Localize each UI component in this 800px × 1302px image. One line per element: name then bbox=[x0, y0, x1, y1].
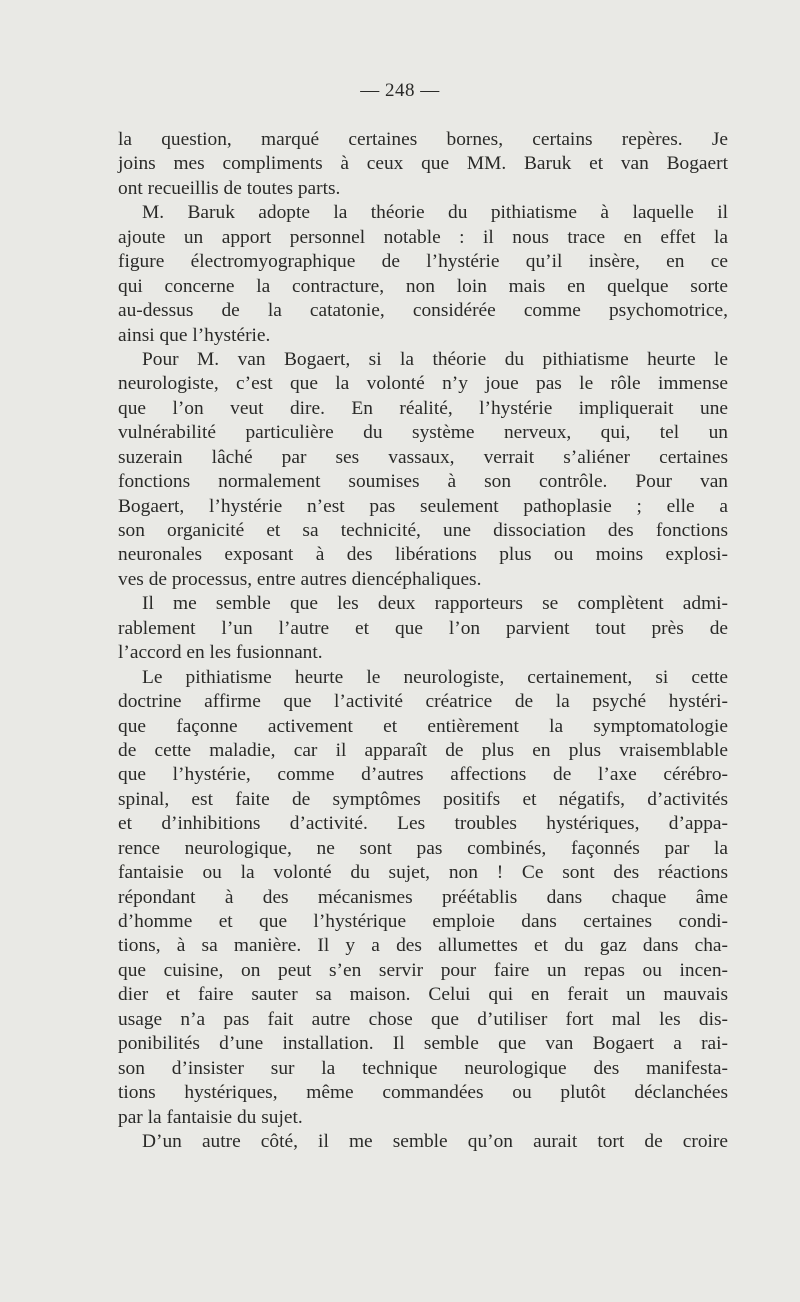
text-line: fantaisie ou la volonté du sujet, non ! Ce sont des réactions bbox=[118, 862, 728, 884]
text-line: ont recueillis de toutes parts. bbox=[118, 177, 341, 199]
text-line: joins mes compliments à ceux que MM. Baruk et van Bogaert bbox=[118, 153, 728, 175]
text-line: spinal, est faite de symptômes positifs et négatifs, d’activités bbox=[118, 788, 728, 810]
text-line: que façonne activement et entièrement la symptomatologie bbox=[118, 715, 728, 737]
page-number: — 248 — bbox=[360, 80, 440, 101]
text-line: suzerain lâché par ses vassaux, verrait s’aliéner certaines bbox=[118, 446, 728, 468]
text-line: et d’inhibitions d’activité. Les troubles hystériques, d’appa- bbox=[118, 813, 728, 835]
text-line: vulnérabilité particulière du système nerveux, qui, tel un bbox=[118, 422, 728, 444]
text-line: Pour M. van Bogaert, si la théorie du pithiatisme heurte le bbox=[142, 348, 728, 370]
text-line: fonctions normalement soumises à son contrôle. Pour van bbox=[118, 471, 728, 493]
text-line: répondant à des mécanismes préétablis dans chaque âme bbox=[118, 886, 728, 908]
text-line: Il me semble que les deux rapporteurs se complètent admi- bbox=[142, 593, 728, 615]
text-line: de cette maladie, car il apparaît de plus en plus vraisemblable bbox=[118, 739, 728, 761]
text-line: doctrine affirme que l’activité créatrice de la psyché hystéri- bbox=[118, 691, 728, 713]
text-line: Bogaert, l’hystérie n’est pas seulement pathoplasie ; elle a bbox=[118, 495, 728, 517]
text-line: tions hystériques, même commandées ou plutôt déclanchées bbox=[118, 1082, 728, 1104]
text-line: neuronales exposant à des libérations plus ou moins explosi- bbox=[118, 544, 728, 566]
text-line: qui concerne la contracture, non loin mais en quelque sorte bbox=[118, 275, 728, 297]
text-line: l’accord en les fusionnant. bbox=[118, 642, 323, 664]
text-line: ainsi que l’hystérie. bbox=[118, 324, 271, 346]
text-line: M. Baruk adopte la théorie du pithiatisme à laquelle il bbox=[142, 202, 728, 224]
text-line: que l’hystérie, comme d’autres affections de l’axe cérébro- bbox=[118, 764, 728, 786]
text-line: la question, marqué certaines bornes, certains repères. Je bbox=[118, 129, 728, 150]
text-line: tions, à sa manière. Il y a des allumettes et du gaz dans cha- bbox=[118, 935, 728, 957]
text-line: son d’insister sur la technique neurologique des manifesta- bbox=[118, 1057, 728, 1079]
text-line: au-dessus de la catatonie, considérée comme psychomotrice, bbox=[118, 300, 728, 322]
body-text bbox=[118, 128, 728, 1154]
text-line: rence neurologique, ne sont pas combinés, façonnés par la bbox=[118, 837, 728, 859]
text-line: usage n’a pas fait autre chose que d’utiliser fort mal les dis- bbox=[118, 1008, 728, 1030]
text-line: figure électromyographique de l’hystérie qu’il insère, en ce bbox=[118, 251, 728, 273]
text-line: d’homme et que l’hystérique emploie dans certaines condi- bbox=[118, 911, 728, 932]
text-line: ajoute un apport personnel notable : il nous trace en effet la bbox=[118, 226, 728, 248]
text-line: neurologiste, c’est que la volonté n’y joue pas le rôle immense bbox=[118, 373, 728, 395]
text-line: Le pithiatisme heurte le neurologiste, certainement, si cette bbox=[142, 666, 728, 688]
text-line: dier et faire sauter sa maison. Celui qui en ferait un mauvais bbox=[118, 984, 728, 1006]
text-line: rablement l’un l’autre et que l’on parvient tout près de bbox=[118, 617, 728, 639]
text-line: par la fantaisie du sujet. bbox=[118, 1106, 303, 1128]
text-line: ves de processus, entre autres diencéphaliques. bbox=[118, 568, 482, 590]
text-line: son organicité et sa technicité, une dissociation des fonctions bbox=[118, 520, 728, 541]
text-line: que l’on veut dire. En réalité, l’hystérie impliquerait une bbox=[118, 397, 728, 419]
text-line: ponibilités d’une installation. Il semble que van Bogaert a rai- bbox=[118, 1033, 728, 1055]
text-line: D’un autre côté, il me semble qu’on aurait tort de croire bbox=[142, 1130, 728, 1152]
text-line: que cuisine, on peut s’en servir pour faire un repas ou incen- bbox=[118, 959, 728, 981]
